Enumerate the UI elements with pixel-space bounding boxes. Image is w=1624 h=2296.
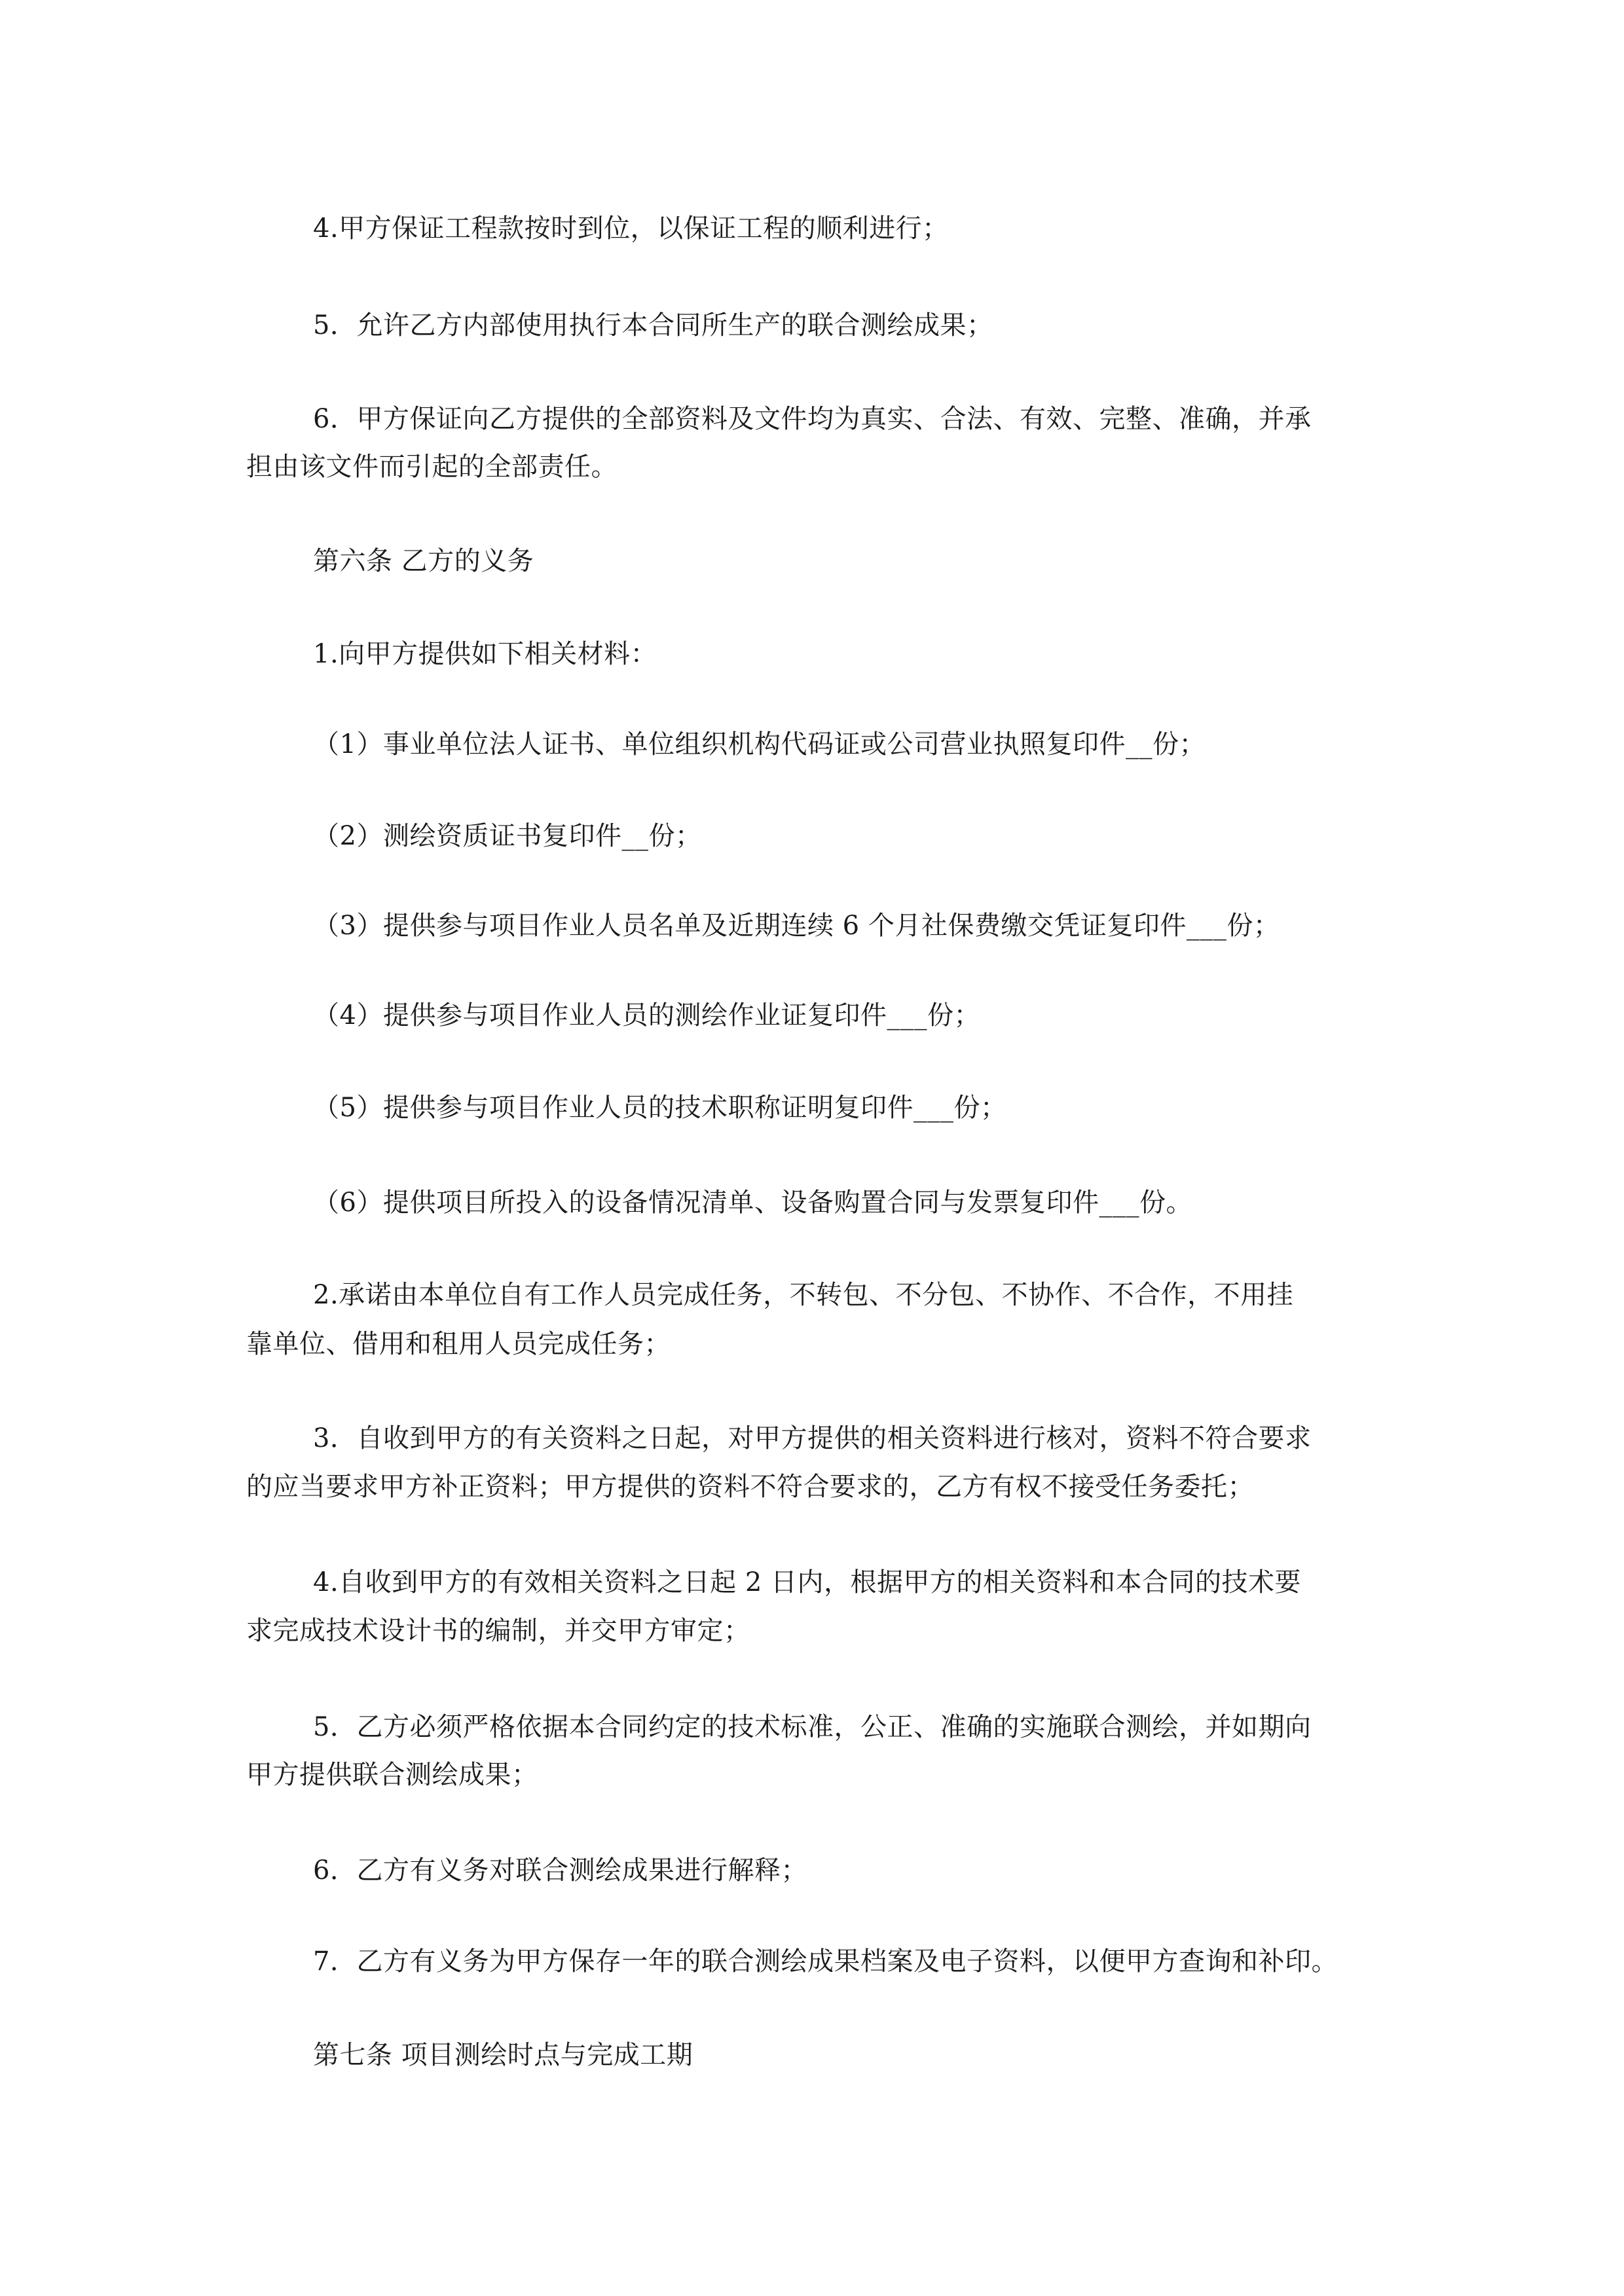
paragraph-b-5-line-1: 5．乙方必须严格依据本合同约定的技术标准，公正、准确的实施联合测绘，并如期向 — [313, 1712, 1312, 1742]
paragraph-b-3-line-1: 3．自收到甲方的有关资料之日起，对甲方提供的相关资料进行核对，资料不符合要求 — [313, 1423, 1312, 1453]
paragraph-a-6-line-2: 担由该文件而引起的全部责任。 — [246, 452, 618, 482]
paragraph-b-4-line-1: 4.自收到甲方的有效相关资料之日起 2 日内，根据甲方的相关资料和本合同的技术要 — [313, 1567, 1302, 1597]
list-item-3: （3）提供参与项目作业人员名单及近期连续 6 个月社保费缴交凭证复印件___份； — [313, 911, 1280, 941]
paragraph-a-4: 4.甲方保证工程款按时到位，以保证工程的顺利进行； — [313, 213, 949, 244]
paragraph-b-5-line-2: 甲方提供联合测绘成果； — [246, 1760, 538, 1790]
list-item-5: （5）提供参与项目作业人员的技术职称证明复印件___份； — [313, 1093, 1007, 1123]
paragraph-b-6: 6．乙方有义务对联合测绘成果进行解释； — [313, 1855, 807, 1886]
list-item-2: （2）测绘资质证书复印件__份； — [313, 821, 702, 851]
paragraph-a-5: 5．允许乙方内部使用执行本合同所生产的联合测绘成果； — [313, 310, 993, 340]
paragraph-b-3-line-2: 的应当要求甲方补正资料；甲方提供的资料不符合要求的，乙方有权不接受任务委托； — [246, 1472, 1254, 1502]
paragraph-b-4-line-2: 求完成技术设计书的编制，并交甲方审定； — [246, 1616, 750, 1646]
paragraph-b-7: 7．乙方有义务为甲方保存一年的联合测绘成果档案及电子资料，以便甲方查询和补印。 — [313, 1946, 1338, 1977]
list-item-4: （4）提供参与项目作业人员的测绘作业证复印件___份； — [313, 1000, 980, 1030]
section-heading-article-7: 第七条 项目测绘时点与完成工期 — [313, 2040, 693, 2070]
list-item-1: （1）事业单位法人证书、单位组织机构代码证或公司营业执照复印件__份； — [313, 729, 1206, 759]
section-heading-article-6: 第六条 乙方的义务 — [313, 546, 534, 576]
paragraph-a-6-line-1: 6．甲方保证向乙方提供的全部资料及文件均为真实、合法、有效、完整、准确，并承 — [313, 404, 1312, 434]
list-item-6: （6）提供项目所投入的设备情况清单、设备购置合同与发票复印件___份。 — [313, 1188, 1192, 1218]
paragraph-b-2-line-1: 2.承诺由本单位自有工作人员完成任务，不转包、不分包、不协作、不合作，不用挂 — [313, 1280, 1294, 1310]
paragraph-b-2-line-2: 靠单位、借用和租用人员完成任务； — [246, 1329, 671, 1359]
paragraph-b-1: 1.向甲方提供如下相关材料： — [313, 639, 657, 669]
